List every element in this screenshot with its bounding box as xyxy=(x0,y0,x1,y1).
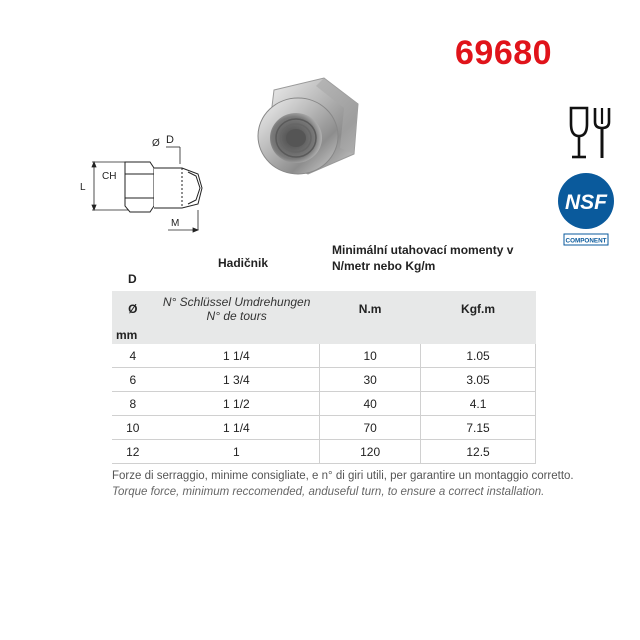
cell-nm: 30 xyxy=(320,368,421,392)
cell-d: 4 xyxy=(112,344,154,368)
torque-table xyxy=(112,291,536,464)
cell-kgfm: 7.15 xyxy=(421,416,536,440)
table-row xyxy=(112,368,536,392)
table-row xyxy=(112,416,536,440)
table-row xyxy=(112,392,536,416)
cell-d: 12 xyxy=(112,440,154,464)
header-hadicnik: Hadičnik xyxy=(218,256,269,270)
dim-ch-label: CH xyxy=(102,171,117,182)
nut-outline xyxy=(125,162,202,212)
nsf-sub-text: COMPONENT xyxy=(565,237,607,245)
nsf-text: NSF xyxy=(565,191,607,214)
note-english: Torque force, minimum reccomended, anduseful turn, to ensure a correct installation. xyxy=(112,486,545,498)
header-schlussel-line2: N° de tours xyxy=(206,308,267,323)
table-header-row xyxy=(112,291,536,326)
cell-nm: 120 xyxy=(320,440,421,464)
cell-turns: 1 1/2 xyxy=(154,392,320,416)
dim-d-label: D xyxy=(166,134,174,146)
technical-drawing xyxy=(70,128,220,238)
cell-kgfm: 4.1 xyxy=(421,392,536,416)
product-code: 69680 xyxy=(455,34,553,72)
dim-dia-label: Ø xyxy=(152,138,160,149)
cell-d: 10 xyxy=(112,416,154,440)
header-schlussel xyxy=(154,291,320,326)
cell-turns: 1 3/4 xyxy=(154,368,320,392)
cell-kgfm: 12.5 xyxy=(421,440,536,464)
cell-turns: 1 xyxy=(154,440,320,464)
cell-nm: 40 xyxy=(320,392,421,416)
cell-nm: 70 xyxy=(320,416,421,440)
table-row xyxy=(112,344,536,368)
header-nm: N.m xyxy=(320,291,421,326)
header-d: D xyxy=(128,272,137,286)
cell-d: 6 xyxy=(112,368,154,392)
cell-turns: 1 1/4 xyxy=(154,344,320,368)
header-schlussel-line1: N° Schlüssel Umdrehungen xyxy=(162,294,311,309)
dim-l-line xyxy=(92,162,130,210)
cell-nm: 10 xyxy=(320,344,421,368)
cell-d: 8 xyxy=(112,392,154,416)
cell-kgfm: 3.05 xyxy=(421,368,536,392)
food-safe-icon xyxy=(568,104,614,162)
product-photo xyxy=(236,70,366,190)
table-units-row xyxy=(112,326,536,344)
dim-d-line xyxy=(166,147,180,164)
header-kgfm: Kgf.m xyxy=(421,291,536,326)
nsf-badge-icon xyxy=(557,172,615,248)
cell-turns: 1 1/4 xyxy=(154,416,320,440)
nut-photo-body xyxy=(258,78,358,174)
table-row xyxy=(112,440,536,464)
dim-l-label: L xyxy=(80,182,86,193)
cell-kgfm: 1.05 xyxy=(421,344,536,368)
header-mm: mm xyxy=(112,326,154,344)
header-dia: Ø xyxy=(112,291,154,326)
header-moment: Minimální utahovací momenty v N/metr nebo Kg/m xyxy=(332,243,514,273)
note-italian: Forze di serraggio, minime consigliate, e n° di giri utili, per garantire un montaggio corretto. xyxy=(112,470,574,482)
dim-m-label: M xyxy=(171,218,180,229)
